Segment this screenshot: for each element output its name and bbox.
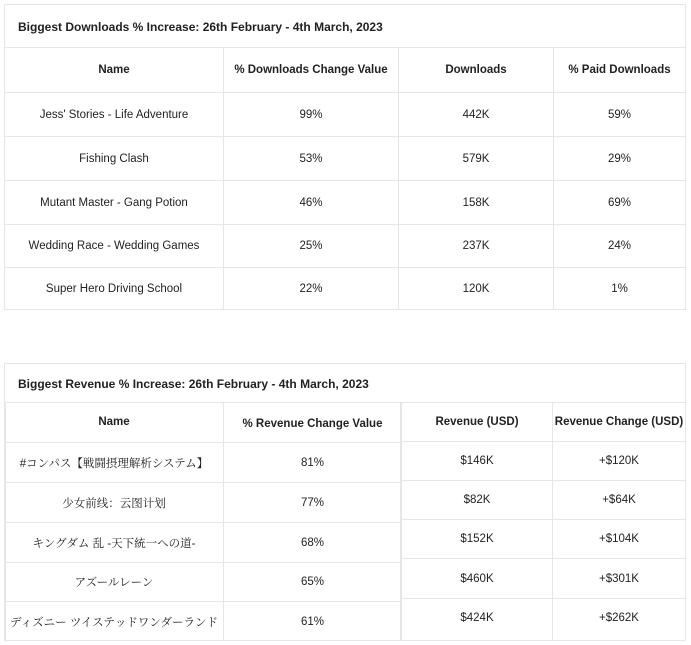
table-cell-change: 65% bbox=[300, 576, 325, 588]
table-cell-revenue: $460K bbox=[460, 572, 494, 585]
table-cell-name: Mutant Master - Gang Potion bbox=[40, 196, 188, 209]
column-header-revenue-change: Revenue Change (USD) bbox=[554, 415, 684, 428]
table-cell-change: 22% bbox=[299, 282, 323, 295]
table-cell-name: 少女前线：云图计划 bbox=[62, 497, 166, 510]
revenue-table-panel bbox=[4, 363, 686, 641]
column-header-name: Name bbox=[98, 63, 130, 76]
table-cell-revenue: $82K bbox=[463, 494, 491, 506]
column-header-downloads: Downloads bbox=[445, 63, 507, 76]
table-cell-name: キングダム 乱 -天下統一への道- bbox=[32, 537, 196, 550]
table-cell-change: 61% bbox=[300, 615, 325, 628]
table-cell-name: ディズニー ツイステッドワンダーランド bbox=[10, 616, 218, 629]
table-cell-downloads: 158K bbox=[462, 196, 490, 209]
table-cell-revenue: $424K bbox=[460, 612, 494, 624]
table-cell-change: 46% bbox=[299, 196, 323, 209]
column-header-revenue-change-value: % Revenue Change Value bbox=[242, 418, 383, 430]
table-cell-change: 53% bbox=[299, 152, 323, 165]
table-cell-downloads: 579K bbox=[462, 152, 490, 165]
table-cell-name: Wedding Race - Wedding Games bbox=[28, 240, 200, 252]
table-cell-paid: 59% bbox=[607, 108, 632, 121]
table-cell-revenue: $146K bbox=[460, 455, 494, 467]
revenue-table-title: Biggest Revenue % Increase: 26th February - 4th March, 2023 bbox=[18, 377, 369, 391]
table-cell-change: 25% bbox=[299, 240, 323, 252]
table-cell-change: 68% bbox=[300, 536, 325, 549]
table-cell-downloads: 442K bbox=[462, 108, 490, 121]
column-header-name: Name bbox=[98, 416, 130, 428]
column-header-downloads-change: % Downloads Change Value bbox=[234, 63, 388, 76]
column-header-revenue: Revenue (USD) bbox=[435, 415, 519, 428]
table-cell-revenue-change: +$64K bbox=[602, 494, 636, 506]
table-cell-revenue-change: +$262K bbox=[599, 612, 639, 624]
table-cell-paid: 24% bbox=[607, 240, 632, 252]
table-cell-paid: 29% bbox=[607, 152, 632, 165]
table-cell-revenue-change: +$104K bbox=[599, 533, 639, 545]
table-cell-downloads: 237K bbox=[462, 240, 490, 252]
table-cell-revenue: $152K bbox=[460, 533, 494, 545]
table-cell-name: #コンパス【戦闘摂理解析システム】 bbox=[19, 457, 209, 470]
table-cell-name: アズールレーン bbox=[74, 577, 154, 589]
table-cell-revenue-change: +$120K bbox=[599, 455, 639, 467]
table-cell-paid: 69% bbox=[607, 196, 632, 209]
table-cell-change: 99% bbox=[299, 108, 323, 121]
table-cell-change: 81% bbox=[300, 456, 325, 469]
table-cell-name: Jess' Stories - Life Adventure bbox=[39, 108, 189, 121]
table-cell-name: Super Hero Driving School bbox=[45, 282, 183, 295]
column-header-paid-downloads: % Paid Downloads bbox=[568, 63, 671, 76]
table-cell-name: Fishing Clash bbox=[79, 152, 149, 165]
downloads-table-title: Biggest Downloads % Increase: 26th February - 4th March, 2023 bbox=[18, 20, 383, 34]
table-cell-revenue-change: +$301K bbox=[599, 572, 639, 585]
table-cell-change: 77% bbox=[300, 496, 325, 509]
downloads-table-panel bbox=[4, 4, 686, 310]
table-cell-downloads: 120K bbox=[462, 282, 490, 295]
table-cell-paid: 1% bbox=[611, 282, 628, 295]
